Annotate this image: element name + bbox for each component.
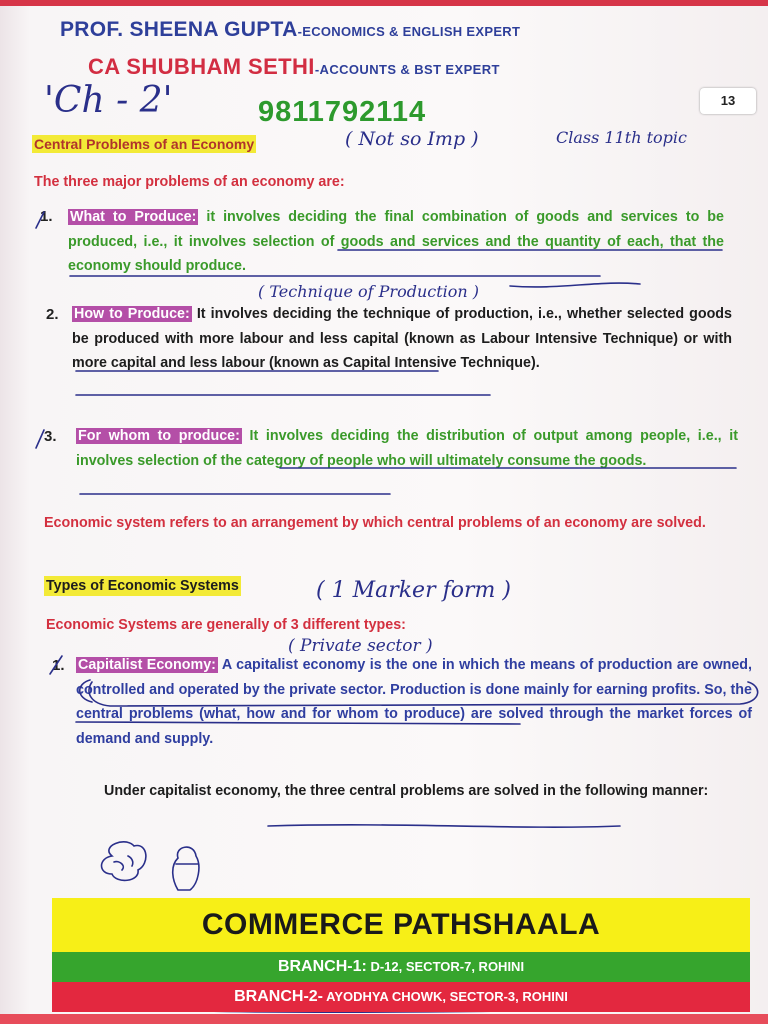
footer-branch-2 xyxy=(52,982,750,1012)
capitalist-number: 1. xyxy=(52,657,65,674)
ca-header xyxy=(88,54,500,80)
types-title: Types of Economic Systems xyxy=(46,578,239,594)
prof-name: PROF. SHEENA GUPTA xyxy=(60,18,298,41)
branch-2-address: AYODHYA CHOWK, SECTOR-3, ROHINI xyxy=(323,989,568,1004)
problem-3-number: 3. xyxy=(44,428,57,445)
problem-2-term: How to Produce: xyxy=(74,306,190,322)
prof-role: -ECONOMICS & ENGLISH EXPERT xyxy=(297,24,521,39)
problem-1-term: What to Produce: xyxy=(70,209,197,225)
footer-brand: COMMERCE PATHSHAALA xyxy=(52,898,750,952)
problem-1-text: it involves deciding the final combination of goods and services to be produced, i.e., it involves selection of goods and services and the quantity of each, that the economy should produce. xyxy=(68,209,724,274)
branch-1-address: D-12, SECTOR-7, ROHINI xyxy=(366,959,525,974)
problem-2-number: 2. xyxy=(46,306,59,323)
capitalist-paragraph xyxy=(76,653,752,751)
handwritten-technique: ( Technique of Production ) xyxy=(258,282,480,301)
handwritten-class-topic: Class 11th topic xyxy=(556,128,687,147)
bottom-red-border xyxy=(0,1014,768,1024)
economic-system-definition: Economic system refers to an arrangement by which central problems of an economy are solved. xyxy=(44,515,706,531)
intro-text: The three major problems of an economy are: xyxy=(34,174,345,190)
ca-name: CA SHUBHAM SETHI xyxy=(88,54,315,79)
branch-2-label: BRANCH-2- xyxy=(234,988,323,1005)
problem-3 xyxy=(76,424,738,473)
section-title-row xyxy=(32,136,256,152)
problem-2-text: It involves deciding the technique of production, i.e., whether selected goods be produced with more labour and less capital (known as Labour Intensive Technique) or with more capital and less labour (known as Capital Intensive Technique). xyxy=(72,306,732,371)
top-red-border xyxy=(0,0,768,6)
capitalist-term: Capitalist Economy: xyxy=(78,657,216,673)
handwritten-chapter: 'Ch - 2' xyxy=(44,80,173,121)
problem-2 xyxy=(72,302,732,376)
handwritten-one-marker: ( 1 Marker form ) xyxy=(316,578,511,603)
problem-1-number: 1. xyxy=(40,208,53,225)
problem-3-term: For whom to produce: xyxy=(78,428,240,444)
problem-1 xyxy=(68,205,724,279)
phone-number: 9811792114 xyxy=(258,96,427,128)
handwritten-not-imp: ( Not so Imp ) xyxy=(345,128,479,150)
types-intro: Economic Systems are generally of 3 different types: xyxy=(46,617,406,633)
problem-3-text: It involves deciding the distribution of output among people, i.e., it involves selection of the category of people who will ultimately consume the goods. xyxy=(76,428,738,469)
branch-1-label: BRANCH-1: xyxy=(277,958,367,975)
footer-branch-1 xyxy=(52,952,750,982)
capitalist-followup: Under capitalist economy, the three central problems are solved in the following manner: xyxy=(104,783,709,799)
types-title-row xyxy=(44,578,241,594)
prof-header xyxy=(60,18,520,42)
ca-role: -ACCOUNTS & BST EXPERT xyxy=(314,62,500,77)
capitalist-text: A capitalist economy is the one in which the means of production are owned, controlled and operated by the private sector. Production is done mainly for earning profits. So, the central problems (what, how and for whom to produce) are solved through the market forces of demand and supply. xyxy=(76,657,753,747)
handwritten-private-sector: ( Private sector ) xyxy=(288,636,433,656)
page-number: 13 xyxy=(700,88,756,114)
section-title: Central Problems of an Economy xyxy=(34,136,255,152)
